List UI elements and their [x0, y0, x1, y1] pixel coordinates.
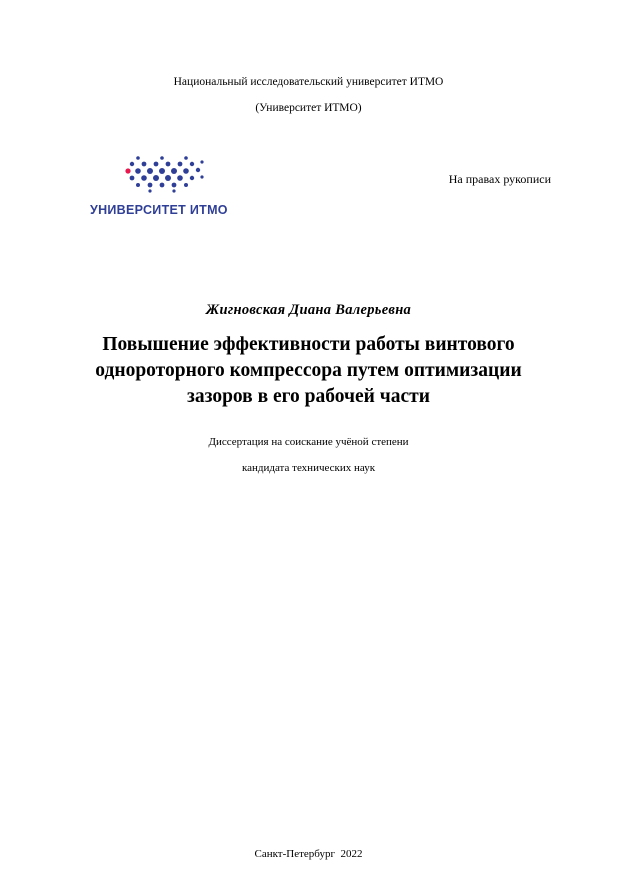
dot-matrix-logo-icon [90, 152, 210, 198]
author-name: Жигновская Диана Валерьевна [205, 302, 412, 318]
manuscript-note: На правах рукописи [448, 172, 551, 186]
logo-wordmark: УНИВЕРСИТЕТ ИТМО [90, 203, 228, 217]
degree-field: кандидата технических наук [241, 462, 376, 474]
itmo-logo [90, 152, 250, 222]
city-year: Санкт-Петербург 2022 [254, 848, 363, 860]
dissertation-title [0, 332, 617, 410]
university-name: Национальный исследовательский университет ИТМО [173, 76, 444, 88]
university-short-name: (Университет ИТМО) [255, 102, 362, 114]
degree-line: Диссертация на соискание учёной степени [208, 436, 409, 448]
title-line: однороторного компрессора путем оптимизации [95, 360, 522, 381]
title-line: Повышение эффективности работы винтового [102, 334, 515, 355]
title-line: зазоров в его рабочей части [187, 386, 430, 407]
